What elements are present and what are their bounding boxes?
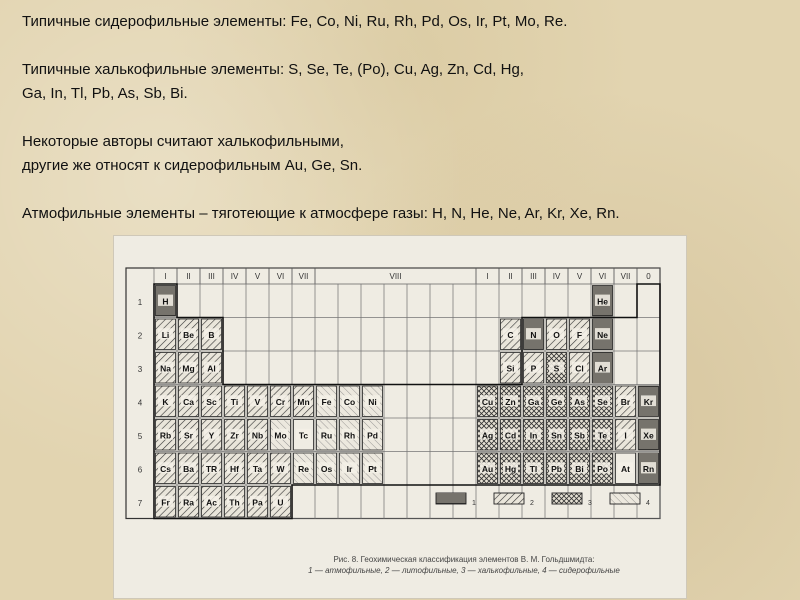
goldschmidt-periodic-table-figure	[114, 236, 686, 598]
element-symbol: Ta	[252, 463, 263, 474]
grid-cell	[430, 418, 453, 452]
element-symbol: Sn	[551, 430, 562, 441]
element-symbol: Cd	[504, 430, 517, 441]
grid-cell	[407, 351, 430, 385]
grid-cell	[407, 452, 430, 486]
grid-cell	[453, 318, 476, 352]
grid-cell	[637, 318, 660, 352]
grid-cell	[545, 284, 568, 318]
grid-cell	[453, 385, 476, 419]
element-symbol: Co	[343, 396, 356, 407]
group-header-label: I	[486, 272, 489, 281]
element-symbol: B	[208, 329, 215, 340]
grid-cell	[430, 452, 453, 486]
group-header-label: II	[508, 272, 513, 281]
element-symbol: H	[162, 296, 169, 307]
grid-cell	[200, 284, 223, 318]
grid-cell	[315, 485, 338, 519]
grid-cell	[407, 485, 430, 519]
element-symbol: Ni	[368, 396, 377, 407]
grid-cell	[246, 318, 269, 352]
grid-cell	[407, 418, 430, 452]
element-symbol: Be	[183, 329, 194, 340]
grid-cell	[338, 284, 361, 318]
grid-cell	[637, 351, 660, 385]
grid-cell	[614, 284, 637, 318]
text-block	[22, 10, 792, 226]
grid-cell	[476, 351, 499, 385]
element-symbol: Rh	[343, 430, 356, 441]
element-symbol: N	[530, 329, 537, 340]
chalcophile-line-2: Ga, In, Tl, Pb, As, Sb, Bi.	[22, 85, 188, 102]
element-symbol: Zr	[230, 430, 239, 441]
grid-cell	[384, 351, 407, 385]
period-label: 7	[137, 498, 143, 508]
grid-cell	[292, 318, 315, 352]
element-symbol: Ca	[183, 396, 194, 407]
grid-cell	[430, 318, 453, 352]
grid-cell	[614, 318, 637, 352]
element-symbol: C	[507, 329, 514, 340]
element-symbol: Pt	[368, 463, 377, 474]
legend-swatch	[436, 493, 466, 504]
element-symbol: O	[553, 329, 560, 340]
caption-title: Рис. 8. Геохимическая классификация элементов В. М. Гольдшмидта:	[333, 555, 595, 564]
element-symbol: S	[553, 363, 560, 374]
element-symbol: I	[624, 430, 627, 441]
element-symbol: Sb	[574, 430, 585, 441]
grid-cell	[453, 351, 476, 385]
element-symbol: Sr	[184, 430, 193, 441]
element-symbol: Pb	[551, 463, 562, 474]
element-symbol: Hg	[504, 463, 517, 474]
grid-cell	[269, 318, 292, 352]
disputed-line-1: Некоторые авторы считают халькофильными,	[22, 133, 344, 150]
grid-cell	[315, 351, 338, 385]
element-symbol: Te	[597, 430, 608, 441]
group-header-label: VI	[276, 272, 285, 281]
element-symbol: Re	[298, 463, 309, 474]
element-symbol: Tl	[529, 463, 538, 474]
group-header-label: III	[530, 272, 537, 281]
grid-cell	[292, 485, 315, 519]
grid-cell	[407, 284, 430, 318]
element-symbol: At	[621, 463, 630, 474]
element-symbol: Xe	[643, 430, 654, 441]
element-symbol: Rn	[642, 463, 655, 474]
grid-cell	[223, 318, 246, 352]
element-symbol: Ne	[597, 329, 608, 340]
element-symbol: Bi	[575, 463, 584, 474]
element-symbol: Ir	[346, 463, 353, 474]
element-symbol: Fe	[321, 396, 332, 407]
grid-cell	[315, 318, 338, 352]
element-symbol: Ar	[597, 363, 608, 374]
legend	[436, 493, 650, 507]
element-symbol: Ge	[550, 396, 563, 407]
legend-swatch	[494, 493, 524, 504]
grid-cell	[407, 318, 430, 352]
group-header-label: IV	[230, 272, 239, 281]
element-symbol: Ti	[230, 396, 239, 407]
element-symbol: As	[574, 396, 585, 407]
grid-cell	[453, 452, 476, 486]
grid-cell	[384, 385, 407, 419]
grid-cell	[384, 284, 407, 318]
element-symbol: Pa	[252, 497, 263, 508]
element-symbol: K	[162, 396, 169, 407]
grid-cell	[361, 318, 384, 352]
group-header-label: II	[186, 272, 191, 281]
element-symbol: Y	[208, 430, 215, 441]
grid-cell	[223, 351, 246, 385]
element-symbol: Cl	[575, 363, 584, 374]
element-symbol: Mn	[297, 396, 310, 407]
chalcophile-line-1: Типичные халькофильные элементы: S, Se, Te, (Po), Cu, Ag, Zn, Cd, Hg,	[22, 61, 524, 78]
group-header-label: V	[254, 272, 261, 281]
group-header-label: V	[576, 272, 583, 281]
element-symbol: Ga	[527, 396, 540, 407]
element-symbol: Th	[229, 497, 240, 508]
element-symbol: Ac	[206, 497, 217, 508]
period-label: 1	[137, 297, 143, 307]
grid-cell	[338, 351, 361, 385]
group-header-label: VIII	[389, 272, 402, 281]
grid-cell	[430, 351, 453, 385]
group-header-label: III	[208, 272, 215, 281]
element-symbol: Ra	[183, 497, 194, 508]
element-symbol: Se	[597, 396, 608, 407]
grid-cell	[384, 452, 407, 486]
element-symbol: P	[530, 363, 537, 374]
element-symbol: Fr	[161, 497, 170, 508]
element-symbol: Mg	[182, 363, 195, 374]
element-symbol: Nb	[251, 430, 264, 441]
grid-cell	[430, 385, 453, 419]
element-symbol: TR	[205, 463, 218, 474]
siderophile-line: Типичные сидерофильные элементы: Fe, Co, Ni, Ru, Rh, Pd, Os, Ir, Pt, Mo, Re.	[22, 13, 568, 30]
element-symbol: Br	[620, 396, 631, 407]
group-header-label: IV	[552, 272, 561, 281]
grid-cell	[499, 284, 522, 318]
legend-number: 1	[472, 500, 476, 507]
element-symbol: Pd	[367, 430, 378, 441]
period-label: 4	[137, 398, 143, 408]
element-symbol: Sc	[206, 396, 217, 407]
element-symbol: Tc	[298, 430, 309, 441]
element-symbol: Li	[161, 329, 170, 340]
grid-cell	[476, 284, 499, 318]
period-label: 6	[137, 465, 143, 475]
legend-number: 4	[646, 500, 650, 507]
grid-cell	[614, 351, 637, 385]
grid-cell	[338, 485, 361, 519]
element-symbol: Au	[481, 463, 494, 474]
grid-cell	[361, 351, 384, 385]
grid-cell	[568, 284, 591, 318]
grid-cell	[384, 318, 407, 352]
group-header-label: VII	[620, 272, 631, 281]
periodic-table-svg	[114, 236, 686, 566]
period-label: 3	[137, 364, 143, 374]
element-symbol: Cs	[160, 463, 171, 474]
grid-cell	[407, 385, 430, 419]
atmophile-line: Атмофильные элементы – тяготеющие к атмосфере газы: H, N, He, Ne, Ar, Kr, Xe, Rn.	[22, 205, 620, 222]
element-symbol: Hf	[230, 463, 239, 474]
grid-cell	[246, 351, 269, 385]
element-symbol: Os	[320, 463, 333, 474]
grid-cell	[361, 485, 384, 519]
group-header-label: VII	[298, 272, 309, 281]
caption-legend-text: 1 — атмофильные, 2 — литофильные, 3 — халькофильные, 4 — сидерофильные	[308, 566, 620, 575]
disputed-line-2: другие же относят к сидерофильным Au, Ge, Sn.	[22, 157, 363, 174]
element-symbol: Cu	[481, 396, 494, 407]
element-symbol: Ru	[320, 430, 333, 441]
grid-cell	[223, 284, 246, 318]
element-symbol: Cr	[275, 396, 286, 407]
element-symbol: Al	[207, 363, 216, 374]
group-header-label: 0	[646, 272, 651, 281]
grid-cell	[315, 284, 338, 318]
grid-cell	[338, 318, 361, 352]
element-symbol: Ag	[481, 430, 494, 441]
legend-swatch	[610, 493, 640, 504]
period-label: 5	[137, 431, 143, 441]
element-symbol: V	[254, 396, 261, 407]
element-symbol: Na	[160, 363, 171, 374]
legend-swatch	[552, 493, 582, 504]
grid-cell	[292, 284, 315, 318]
group-header-label: VI	[598, 272, 607, 281]
element-symbol: W	[276, 463, 285, 474]
grid-cell	[177, 284, 200, 318]
element-symbol: Po	[597, 463, 608, 474]
grid-cell	[453, 284, 476, 318]
legend-number: 3	[588, 500, 592, 507]
grid-cell	[476, 318, 499, 352]
grid-cell	[246, 284, 269, 318]
grid-cell	[361, 284, 384, 318]
element-symbol: Zn	[505, 396, 516, 407]
grid-cell	[637, 284, 660, 318]
element-symbol: Ba	[183, 463, 194, 474]
element-symbol: Si	[506, 363, 515, 374]
legend-number: 2	[530, 500, 534, 507]
grid-cell	[269, 284, 292, 318]
element-symbol: Mo	[274, 430, 287, 441]
element-symbol: U	[277, 497, 284, 508]
grid-cell	[384, 485, 407, 519]
grid-cell	[292, 351, 315, 385]
element-symbol: F	[576, 329, 583, 340]
element-symbol: Rb	[159, 430, 172, 441]
figure-caption	[254, 554, 674, 576]
grid-cell	[384, 418, 407, 452]
grid-cell	[453, 418, 476, 452]
grid-cell	[522, 284, 545, 318]
element-symbol: He	[597, 296, 608, 307]
grid-cell	[430, 284, 453, 318]
element-symbol: Kr	[643, 396, 654, 407]
grid-cell	[269, 351, 292, 385]
period-label: 2	[137, 331, 143, 341]
element-symbol: In	[529, 430, 538, 441]
group-header-label: I	[164, 272, 167, 281]
